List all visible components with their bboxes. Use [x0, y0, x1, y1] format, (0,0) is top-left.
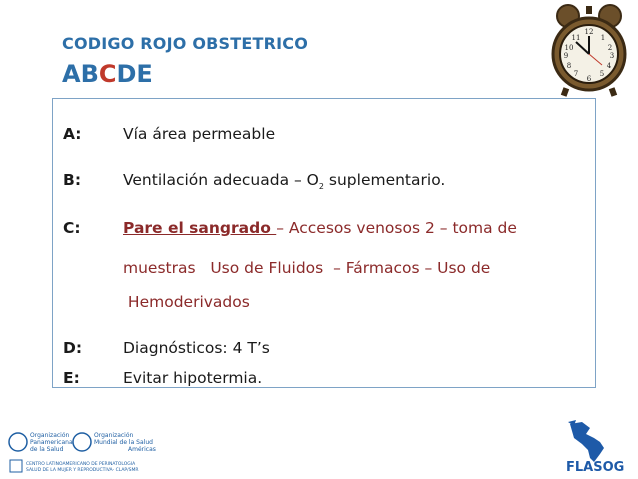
clap-line1: CENTRO LATINOAMERICANO DE PERINATOLOGIA	[26, 462, 136, 467]
svg-text:4: 4	[606, 62, 612, 70]
subtitle-part-de: DE	[116, 60, 153, 88]
abcde-content-box	[52, 98, 596, 388]
slide-subtitle	[62, 60, 153, 88]
svg-text:10: 10	[564, 44, 574, 52]
ops-line2: Panamericana	[30, 439, 73, 446]
row-c-line1	[123, 219, 517, 237]
subtitle-part-ab: AB	[62, 60, 99, 88]
row-b-text	[123, 171, 445, 191]
row-b-letter: B:	[63, 171, 82, 189]
row-e-text: Evitar hipotermia.	[123, 369, 263, 387]
svg-text:9: 9	[563, 52, 569, 60]
svg-text:7: 7	[573, 70, 579, 78]
svg-text:12: 12	[584, 28, 594, 36]
ops-globe-icon	[9, 433, 27, 451]
clap-logo-icon	[10, 460, 22, 472]
slide-title: CODIGO ROJO OBSTETRICO	[62, 34, 309, 53]
svg-text:3: 3	[609, 52, 615, 60]
svg-text:5: 5	[599, 70, 605, 78]
row-b-text-post: suplementario.	[323, 171, 446, 189]
oms-line2: Mundial de la Salud	[94, 439, 153, 446]
svg-text:1: 1	[600, 34, 606, 42]
svg-text:2: 2	[607, 44, 613, 52]
ops-line3: de la Salud	[30, 446, 64, 453]
alarm-clock-icon	[548, 2, 630, 98]
ops-oms-clap-logos	[8, 430, 208, 476]
row-d-letter: D:	[63, 339, 83, 357]
svg-text:8: 8	[566, 62, 572, 70]
row-d-text: Diagnósticos: 4 T’s	[123, 339, 270, 357]
row-c-line2: muestras Uso de Fluidos – Fármacos – Uso de	[123, 259, 491, 277]
oms-globe-icon	[73, 433, 91, 451]
clap-line2: SALUD DE LA MUJER Y REPRODUCTIVA- CLAP/SMR	[26, 468, 139, 473]
oms-line1: Organización	[94, 432, 134, 439]
row-c-letter: C:	[63, 219, 81, 237]
row-a-text: Vía área permeable	[123, 125, 276, 143]
svg-text:6: 6	[586, 75, 592, 83]
row-c-line1-rest: – Accesos venosos 2 – toma de	[276, 219, 517, 237]
row-b-text-pre: Ventilación adecuada – O	[123, 171, 319, 189]
oms-line3: Américas	[128, 446, 156, 453]
subtitle-part-c: C	[98, 60, 117, 88]
flasog-label: FLASOG	[566, 460, 625, 475]
row-e-letter: E:	[63, 369, 80, 387]
row-c-underlined: Pare el sangrado	[123, 219, 277, 237]
row-b-subscript: 2	[318, 182, 324, 192]
row-c-line3: Hemoderivados	[123, 293, 250, 311]
svg-text:11: 11	[571, 34, 581, 42]
row-a-letter: A:	[63, 125, 82, 143]
ops-line1: Organización	[30, 432, 70, 439]
